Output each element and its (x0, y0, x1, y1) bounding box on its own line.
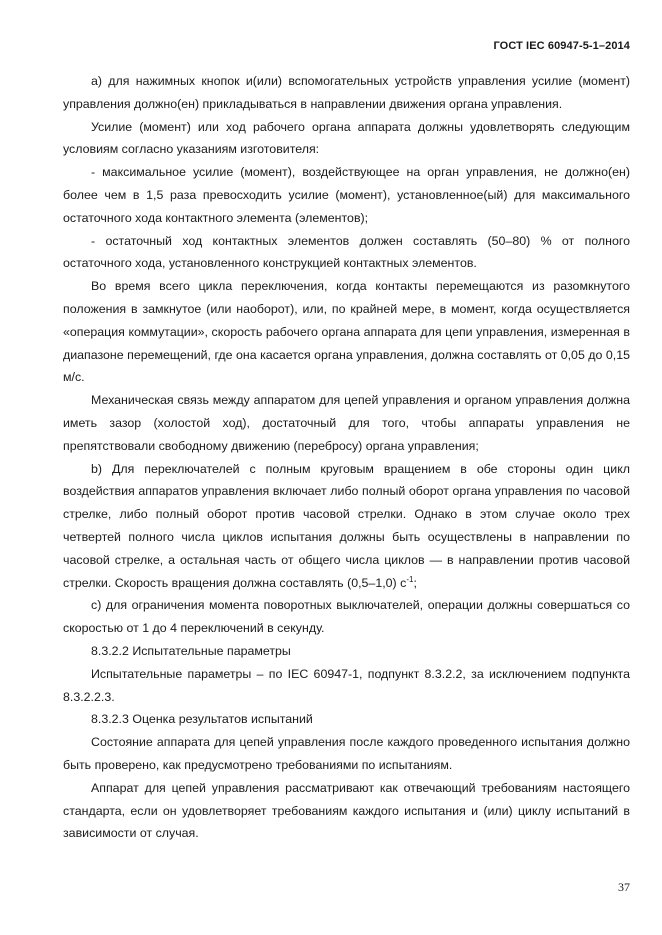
heading-8-3-2-3: 8.3.2.3 Оценка результатов испытаний (91, 712, 313, 727)
paragraph-compliance: Аппарат для цепей управления рассматривают как отвечающий требованиям настоящего стандарта, если он удовлетворяет требованиям каждого испытания и (или) циклу испытаний в зависимости от случая. (63, 780, 630, 841)
paragraph-b-end: ; (413, 575, 417, 590)
paragraph-b-text: b) Для переключателей с полным круговым вращением в обе стороны один цикл воздействия аппаратов управления включает либо полный оборот органа управления по часовой стрелке, либо полный оборот против часовой стрелки. Однако в этом случае около трех четвертей полного числа циклов испытания должны быть осуществлены в направлении по часовой стрелке, а остальная часть от общего числа циклов — в направлении против часовой стрелки. Скорость вращения должна составлять (0,5–1,0) с (63, 461, 630, 590)
paragraph-switching-cycle: Во время всего цикла переключения, когда контакты перемещаются из разомкнутого положения в замкнутое (или наоборот), или, по крайней мере, в момент, когда осуществляется «операция коммутации», скорость рабочего органа аппарата для цепи управления, измеренная в диапазоне перемещений, где она касается органа управления, должна составлять от 0,05 до 0,15 м/с. (63, 279, 630, 385)
paragraph-mechanical-link: Механическая связь между аппаратом для цепей управления и органом управления должна иметь зазор (холостой ход), достаточный для того, чтобы аппараты управления не препятствовали свободному движению (перебросу) органа управления; (63, 393, 630, 453)
standard-header: ГОСТ IEC 60947-5-1–2014 (493, 40, 630, 52)
superscript-minus-one: -1 (406, 574, 414, 584)
body-text (63, 70, 630, 845)
paragraph-a: а) для нажимных кнопок и(или) вспомогательных устройств управления усилие (момент) управления должно(ен) прикладываться в направлении движения органа управления. (63, 74, 630, 111)
paragraph-conditions: Усилие (момент) или ход рабочего органа аппарата должны удовлетворять следующим условиям согласно указаниям изготовителя: (63, 119, 630, 157)
paragraph-b (63, 458, 630, 595)
paragraph-state-check: Состояние аппарата для цепей управления после каждого проведенного испытания должно быть проверено, как предусмотрено требованиями по испытаниям. (63, 735, 630, 772)
paragraph-test-parameters: Испытательные параметры – по IEC 60947-1, подпункт 8.3.2.2, за исключением подпункта 8.3.2.2.3. (63, 666, 630, 704)
page-number: 37 (618, 880, 630, 894)
paragraph-residual-travel: - остаточный ход контактных элементов должен составлять (50–80) % от полного остаточного хода, установленного конструкцией контактных элементов. (63, 233, 630, 271)
paragraph-max-force: - максимальное усилие (момент), воздействующее на орган управления, не должно(ен) более чем в 1,5 раза превосходить усилие (момент), установленное(ый) для максимального остаточного хода контактного элемента (элементов); (63, 165, 630, 225)
heading-8-3-2-2: 8.3.2.2 Испытательные параметры (91, 643, 291, 658)
paragraph-c: с) для ограничения момента поворотных выключателей, операции должны совершаться со скоростью от 1 до 4 переключений в секунду. (63, 598, 630, 636)
